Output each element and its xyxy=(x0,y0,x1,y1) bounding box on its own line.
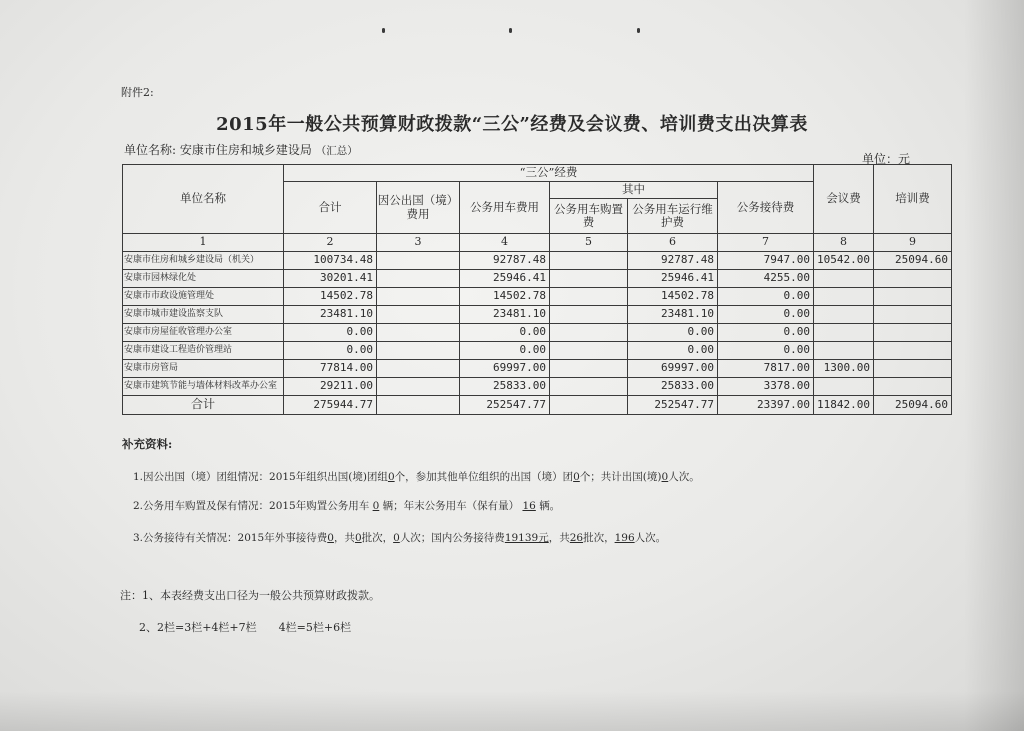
index-cell: 6 xyxy=(628,234,718,252)
cell-meeting xyxy=(814,270,874,288)
cell-total: 0.00 xyxy=(284,342,377,360)
cell-operation: 23481.10 xyxy=(628,306,718,324)
unit-measure: 单位：元 xyxy=(862,152,911,166)
note-1: 注：1、本表经费支出口径为一般公共预算财政拨款。 xyxy=(120,589,380,602)
cell-total: 0.00 xyxy=(284,324,377,342)
cell-training xyxy=(874,306,952,324)
row-unit-name: 安康市园林绿化处 xyxy=(123,270,284,288)
punch-hole-center xyxy=(509,28,512,33)
cell-total: 23481.10 xyxy=(284,306,377,324)
cell-total: 30201.41 xyxy=(284,270,377,288)
header-total: 合计 xyxy=(284,182,377,234)
table-row xyxy=(123,252,952,270)
index-cell: 5 xyxy=(550,234,628,252)
header-reception: 公务接待费 xyxy=(718,182,814,234)
total-row-label: 合计 xyxy=(123,396,284,415)
expense-table xyxy=(122,164,952,415)
supplement-item-3 xyxy=(133,530,666,545)
total-cell-reception: 23397.00 xyxy=(718,396,814,415)
document-title: 2015年一般公共预算财政拨款“三公”经费及会议费、培训费支出决算表 xyxy=(216,114,808,135)
table-row xyxy=(123,306,952,324)
unit-name-value: 安康市住房和城乡建设局 xyxy=(179,143,312,157)
filled-value: 0 xyxy=(354,532,362,544)
total-cell-abroad xyxy=(377,396,460,415)
filled-value: 16 xyxy=(522,500,536,512)
text: 辆；年末公务用车（保有量） xyxy=(382,500,520,512)
cell-meeting xyxy=(814,378,874,396)
cell-operation: 69997.00 xyxy=(628,360,718,378)
cell-meeting xyxy=(814,288,874,306)
index-cell: 3 xyxy=(377,234,460,252)
cell-purchase xyxy=(550,252,628,270)
cell-vehicle: 92787.48 xyxy=(460,252,550,270)
unit-name-suffix: （汇总） xyxy=(315,145,358,157)
text: 人次。 xyxy=(634,532,667,544)
unit-name xyxy=(124,141,358,158)
page-shadow-bottom xyxy=(0,691,1024,731)
header-vehicle-purchase: 公务用车购置费 xyxy=(550,199,628,234)
cell-vehicle: 14502.78 xyxy=(460,288,550,306)
cell-reception: 7817.00 xyxy=(718,360,814,378)
row-unit-name: 安康市房屋征收管理办公室 xyxy=(123,324,284,342)
cell-vehicle: 23481.10 xyxy=(460,306,550,324)
header-meeting: 会议费 xyxy=(814,165,874,234)
supplement-item-2 xyxy=(133,498,560,513)
header-sangong-group: “三公”经费 xyxy=(284,165,814,182)
cell-operation: 0.00 xyxy=(628,342,718,360)
cell-reception: 7947.00 xyxy=(718,252,814,270)
cell-reception: 0.00 xyxy=(718,306,814,324)
index-cell: 1 xyxy=(123,234,284,252)
cell-total: 77814.00 xyxy=(284,360,377,378)
total-cell-purchase xyxy=(550,396,628,415)
cell-total: 100734.48 xyxy=(284,252,377,270)
text: ，共 xyxy=(548,532,570,544)
text: 个，参加其他单位组织的出国（境）团 xyxy=(394,471,574,483)
filled-value: 19139元 xyxy=(504,532,549,544)
cell-reception: 4255.00 xyxy=(718,270,814,288)
cell-vehicle: 25833.00 xyxy=(460,378,550,396)
total-cell-training: 25094.60 xyxy=(874,396,952,415)
attachment-label: 附件2: xyxy=(121,86,154,99)
cell-meeting xyxy=(814,342,874,360)
table-row xyxy=(123,378,952,396)
total-cell-operation: 252547.77 xyxy=(628,396,718,415)
filled-value: 0 xyxy=(327,532,334,544)
header-vehicle: 公务用车费用 xyxy=(460,182,550,234)
total-cell-total: 275944.77 xyxy=(284,396,377,415)
cell-purchase xyxy=(550,342,628,360)
cell-meeting xyxy=(814,324,874,342)
header-of-which: 其中 xyxy=(550,182,718,199)
cell-abroad xyxy=(377,378,460,396)
row-unit-name: 安康市市政设施管理处 xyxy=(123,288,284,306)
cell-training xyxy=(874,270,952,288)
header-vehicle-operation: 公务用车运行维护费 xyxy=(628,199,718,234)
cell-vehicle: 0.00 xyxy=(460,342,550,360)
index-cell: 4 xyxy=(460,234,550,252)
cell-vehicle: 25946.41 xyxy=(460,270,550,288)
cell-abroad xyxy=(377,360,460,378)
text: 1.因公出国（境）团组情况：2015年组织出国(境)团组 xyxy=(133,471,388,483)
row-unit-name: 安康市城市建设监察支队 xyxy=(123,306,284,324)
cell-total: 14502.78 xyxy=(284,288,377,306)
note-2: 2、2栏=3栏+4栏+7栏 4栏=5栏+6栏 xyxy=(139,621,352,634)
cell-abroad xyxy=(377,324,460,342)
cell-training xyxy=(874,378,952,396)
filled-value: 0 xyxy=(387,471,395,483)
cell-operation: 25946.41 xyxy=(628,270,718,288)
filled-value: 26 xyxy=(569,532,584,544)
filled-value: 196 xyxy=(614,532,635,544)
cell-training xyxy=(874,360,952,378)
index-cell: 2 xyxy=(284,234,377,252)
cell-training xyxy=(874,324,952,342)
total-row xyxy=(123,396,952,415)
cell-purchase xyxy=(550,360,628,378)
cell-meeting: 1300.00 xyxy=(814,360,874,378)
text: 人次。 xyxy=(668,471,700,483)
row-unit-name: 安康市建设工程造价管理站 xyxy=(123,342,284,360)
text: 3.公务接待有关情况：2015年外事接待费 xyxy=(133,532,328,544)
cell-purchase xyxy=(550,324,628,342)
total-cell-vehicle: 252547.77 xyxy=(460,396,550,415)
row-unit-name: 安康市住房和城乡建设局（机关） xyxy=(123,252,284,270)
text: 批次， xyxy=(361,532,394,544)
text: 辆。 xyxy=(539,500,561,512)
row-unit-name: 安康市房管局 xyxy=(123,360,284,378)
cell-abroad xyxy=(377,288,460,306)
cell-operation: 25833.00 xyxy=(628,378,718,396)
text: ，共 xyxy=(333,532,355,544)
text: 2.公务用车购置及保有情况：2015年购置公务用车 xyxy=(133,500,370,512)
cell-reception: 0.00 xyxy=(718,324,814,342)
filled-value: 0 xyxy=(372,500,380,512)
filled-value: 0 xyxy=(573,471,580,483)
cell-reception: 3378.00 xyxy=(718,378,814,396)
cell-operation: 0.00 xyxy=(628,324,718,342)
cell-purchase xyxy=(550,378,628,396)
index-cell: 9 xyxy=(874,234,952,252)
cell-vehicle: 0.00 xyxy=(460,324,550,342)
table-row xyxy=(123,270,952,288)
header-unit-name: 单位名称 xyxy=(123,165,284,234)
filled-value: 0 xyxy=(661,471,669,483)
text: 批次， xyxy=(583,532,615,544)
text: 人次；国内公务接待费 xyxy=(399,532,505,544)
supplement-item-1 xyxy=(133,469,700,484)
row-unit-name: 安康市建筑节能与墙体材料改革办公室 xyxy=(123,378,284,396)
table-row xyxy=(123,288,952,306)
cell-meeting xyxy=(814,306,874,324)
total-cell-meeting: 11842.00 xyxy=(814,396,874,415)
cell-purchase xyxy=(550,306,628,324)
cell-total: 29211.00 xyxy=(284,378,377,396)
cell-abroad xyxy=(377,252,460,270)
supplement-title: 补充资料: xyxy=(122,437,173,451)
index-cell: 7 xyxy=(718,234,814,252)
header-training: 培训费 xyxy=(874,165,952,234)
cell-training xyxy=(874,288,952,306)
filled-value: 0 xyxy=(393,532,400,544)
text: 个；共计出国(境) xyxy=(579,471,662,483)
table-row xyxy=(123,342,952,360)
table-row xyxy=(123,360,952,378)
header-abroad: 因公出国（境）费用 xyxy=(377,182,460,234)
cell-meeting: 10542.00 xyxy=(814,252,874,270)
table-row xyxy=(123,324,952,342)
cell-purchase xyxy=(550,270,628,288)
cell-purchase xyxy=(550,288,628,306)
cell-reception: 0.00 xyxy=(718,288,814,306)
unit-name-label: 单位名称: xyxy=(124,143,177,157)
cell-operation: 14502.78 xyxy=(628,288,718,306)
cell-training xyxy=(874,342,952,360)
punch-hole-right xyxy=(637,28,640,33)
punch-hole-left xyxy=(382,28,385,33)
index-cell: 8 xyxy=(814,234,874,252)
cell-training: 25094.60 xyxy=(874,252,952,270)
cell-abroad xyxy=(377,270,460,288)
cell-operation: 92787.48 xyxy=(628,252,718,270)
cell-abroad xyxy=(377,342,460,360)
cell-reception: 0.00 xyxy=(718,342,814,360)
cell-abroad xyxy=(377,306,460,324)
cell-vehicle: 69997.00 xyxy=(460,360,550,378)
